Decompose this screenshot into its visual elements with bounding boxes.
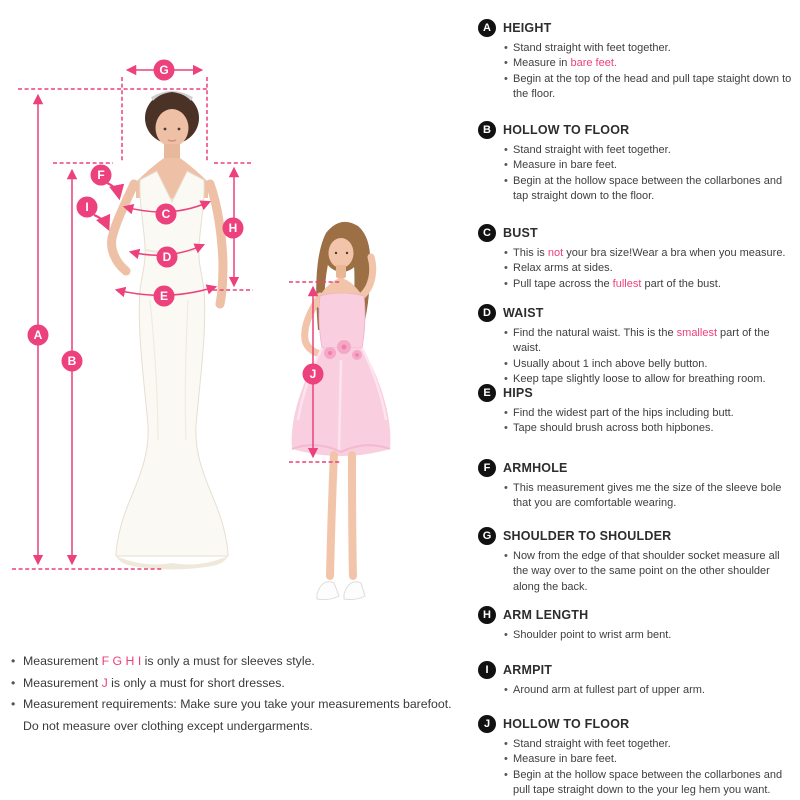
notes <box>10 651 462 737</box>
measurement-guide-list <box>478 0 793 800</box>
bullet-item: • Stand straight with feet together. <box>504 737 792 752</box>
marker-letter-C: C <box>161 207 171 221</box>
marker-C <box>156 204 177 225</box>
marker-F <box>91 165 112 186</box>
bullet-item: • Shoulder point to wrist arm bent. <box>504 628 792 643</box>
bullet-item: • Measure in bare feet. <box>504 56 792 71</box>
short-dress-figure <box>292 222 391 600</box>
section-title: HIPS <box>503 386 533 400</box>
bullet-list <box>478 737 792 799</box>
measurement-section-b <box>478 121 792 205</box>
bullet-list <box>478 246 792 292</box>
measurement-section-f <box>478 459 792 512</box>
left-shoe <box>317 582 339 600</box>
letter-badge-a: A <box>478 19 496 37</box>
measurement-section-d <box>478 304 792 388</box>
letter-badge-c: C <box>478 224 496 242</box>
bullet-list <box>478 326 792 388</box>
bullet-item: • This is not your bra size!Wear a bra when you measure. <box>504 246 792 261</box>
bullet-item: • Begin at the top of the head and pull tape staight down to the floor. <box>504 72 792 103</box>
section-title: SHOULDER TO SHOULDER <box>503 529 672 543</box>
bullet-item: • This measurement gives me the size of the sleeve bole that you are comfortable wearing. <box>504 481 792 512</box>
marker-letter-J: J <box>309 367 317 381</box>
bullet-item: • Usually about 1 inch above belly button. <box>504 357 792 372</box>
bullet-list <box>478 41 792 103</box>
bullet-list <box>478 549 792 595</box>
bride-right-arm <box>210 184 223 304</box>
measurement-section-h <box>478 606 792 643</box>
marker-letter-H: H <box>228 221 238 235</box>
bullet-list <box>478 143 792 205</box>
note-line: Do not measure over clothing except undergarments. <box>23 718 313 733</box>
letter-badge-d: D <box>478 304 496 322</box>
gown-hem <box>116 556 228 570</box>
letter-badge-f: F <box>478 459 496 477</box>
marker-A <box>28 325 49 346</box>
arrow-I-armpit <box>94 215 108 228</box>
letter-badge-g: G <box>478 527 496 545</box>
marker-letter-F: F <box>97 168 105 182</box>
bullet-item: • Find the widest part of the hips including butt. <box>504 406 792 421</box>
bullet-item: • Find the natural waist. This is the smallest part of the waist. <box>504 326 792 357</box>
bullet-list <box>478 406 792 437</box>
section-title: ARMPIT <box>503 663 553 677</box>
bullet-item: • Around arm at fullest part of upper arm. <box>504 683 792 698</box>
letter-badge-e: E <box>478 384 496 402</box>
bullet-item: • Now from the edge of that shoulder socket measure all the way over to the same point on the other shoulder along the back. <box>504 549 792 595</box>
note-line: • Measurement F G H I is only a must for sleeves style. <box>10 651 462 673</box>
note-line: • Measurement requirements: Make sure you take your measurements barefoot. <box>10 694 462 716</box>
bullet-item: • Keep tape slightly loose to allow for breathing room. <box>504 372 792 387</box>
bullet-item: • Measure in bare feet. <box>504 752 792 767</box>
measurement-section-e <box>478 384 792 437</box>
section-title: BUST <box>503 226 538 240</box>
section-title: HEIGHT <box>503 21 552 35</box>
bullet-list <box>478 481 792 512</box>
measurement-section-j <box>478 715 792 799</box>
marker-H <box>223 218 244 239</box>
measurement-section-g <box>478 527 792 595</box>
marker-J <box>303 364 324 385</box>
marker-letter-E: E <box>159 289 169 303</box>
marker-B <box>62 351 83 372</box>
note-line: • Measurement J is only a must for short dresses. <box>10 673 462 695</box>
marker-letter-B: B <box>67 354 77 368</box>
section-title: HOLLOW TO FLOOR <box>503 717 630 731</box>
measurement-section-i <box>478 661 792 698</box>
letter-badge-j: J <box>478 715 496 733</box>
marker-letter-I: I <box>85 200 89 214</box>
section-title: ARM LENGTH <box>503 608 589 622</box>
section-title: ARMHOLE <box>503 461 568 475</box>
marker-I <box>77 197 98 218</box>
bullet-list <box>478 628 792 643</box>
model-left-leg <box>330 455 334 576</box>
bullet-list <box>478 683 792 698</box>
letter-badge-b: B <box>478 121 496 139</box>
model-right-leg <box>352 455 353 576</box>
bullet-item: • Tape should brush across both hipbones. <box>504 421 792 436</box>
marker-E <box>154 286 175 307</box>
bullet-item: • Begin at the hollow space between the collarbones and pull tape straight down to the your leg hem you want. <box>504 768 792 799</box>
marker-letter-D: D <box>162 250 172 264</box>
bullet-item: • Stand straight with feet together. <box>504 143 792 158</box>
pink-dress-bodice <box>319 293 365 348</box>
right-shoe <box>344 582 365 600</box>
bullet-item: • Pull tape across the fullest part of the bust. <box>504 277 792 292</box>
bullet-item: • Measure in bare feet. <box>504 158 792 173</box>
arrow-F-armhole <box>107 183 119 197</box>
model-neck <box>336 265 346 279</box>
bride-figure <box>112 92 228 570</box>
model-face <box>329 238 354 268</box>
measurement-diagram <box>0 0 470 650</box>
section-title: WAIST <box>503 306 544 320</box>
marker-D <box>157 247 178 268</box>
letter-badge-i: I <box>478 661 496 679</box>
letter-badge-h: H <box>478 606 496 624</box>
bride-left-arm <box>112 184 134 271</box>
measurement-section-c <box>478 224 792 292</box>
measurement-section-a <box>478 19 792 103</box>
bullet-item: • Relax arms at sides. <box>504 261 792 276</box>
marker-G <box>154 60 175 81</box>
bullet-item: • Begin at the hollow space between the collarbones and tap straight down to the floor. <box>504 174 792 205</box>
wedding-gown <box>116 171 228 556</box>
marker-letter-G: G <box>159 63 169 77</box>
marker-letter-A: A <box>33 328 43 342</box>
bullet-item: • Stand straight with feet together. <box>504 41 792 56</box>
section-title: HOLLOW TO FLOOR <box>503 123 630 137</box>
